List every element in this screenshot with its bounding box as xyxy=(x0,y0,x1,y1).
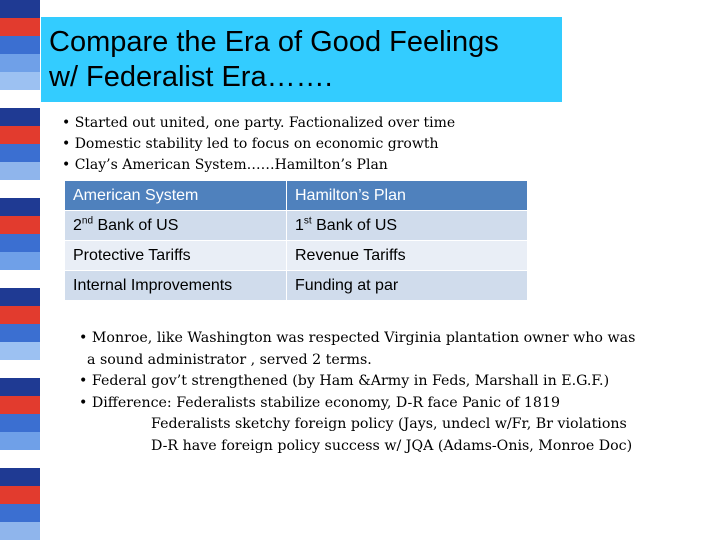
column-header-american-system: American System xyxy=(65,181,287,211)
table-cell: Protective Tariffs xyxy=(65,241,287,271)
stripe-segment xyxy=(0,36,40,54)
stripe-segment xyxy=(0,378,40,396)
top-bullet-list xyxy=(62,113,522,176)
bullet-item: • Difference: Federalists stabilize economy, D-R face Panic of 1819 xyxy=(79,394,561,411)
stripe-segment xyxy=(0,324,40,342)
column-header-hamiltons-plan: Hamilton’s Plan xyxy=(287,181,528,211)
stripe-segment xyxy=(0,234,40,252)
table-cell: Revenue Tariffs xyxy=(287,241,528,271)
stripe-segment xyxy=(0,126,40,144)
stripe-segment xyxy=(0,216,40,234)
stripe-segment xyxy=(0,288,40,306)
stripe-segment xyxy=(0,108,40,126)
slide-title-line-2: w/ Federalist Era……. xyxy=(49,61,333,93)
stripe-segment xyxy=(0,252,40,270)
stripe-segment xyxy=(0,90,40,108)
stripe-segment xyxy=(0,18,40,36)
bullet-continuation: Federalists sketchy foreign policy (Jays, undecl w/Fr, Br violations xyxy=(151,416,627,432)
decorative-stripe-bar xyxy=(0,0,40,540)
stripe-segment xyxy=(0,54,40,72)
bullet-continuation: D-R have foreign policy success w/ JQA (Adams-Onis, Monroe Doc) xyxy=(151,437,633,454)
table-cell: 1st Bank of US xyxy=(287,211,528,241)
stripe-segment xyxy=(0,486,40,504)
stripe-segment xyxy=(0,360,40,378)
table-row xyxy=(65,271,528,301)
table-header-row xyxy=(65,181,528,211)
stripe-segment xyxy=(0,180,40,198)
stripe-segment xyxy=(0,162,40,180)
stripe-segment xyxy=(0,414,40,432)
table-cell: Funding at par xyxy=(287,271,528,301)
bullet-item: • Domestic stability led to focus on economic growth xyxy=(62,136,439,152)
slide-title-box xyxy=(41,17,562,102)
stripe-segment xyxy=(0,198,40,216)
stripe-segment xyxy=(0,432,40,450)
stripe-segment xyxy=(0,450,40,468)
stripe-segment xyxy=(0,306,40,324)
bullet-item: • Federal gov’t strengthened (by Ham &Army in Feds, Marshall in E.G.F.) xyxy=(79,373,610,389)
table-cell: 2nd Bank of US xyxy=(65,211,287,241)
stripe-segment xyxy=(0,504,40,522)
stripe-segment xyxy=(0,396,40,414)
comparison-table xyxy=(64,180,528,301)
table-row xyxy=(65,211,528,241)
slide-title-line-1: Compare the Era of Good Feelings xyxy=(49,26,499,58)
stripe-segment xyxy=(0,522,40,540)
stripe-segment xyxy=(0,468,40,486)
bullet-item: • Clay’s American System……Hamilton’s Plan xyxy=(62,157,388,173)
table-cell: Internal Improvements xyxy=(65,271,287,301)
bullet-item: • Started out united, one party. Factionalized over time xyxy=(62,115,456,131)
bottom-bullet-list xyxy=(79,328,699,457)
stripe-segment xyxy=(0,342,40,360)
stripe-segment xyxy=(0,144,40,162)
stripe-segment xyxy=(0,0,40,18)
stripe-segment xyxy=(0,72,40,90)
bullet-item: • Monroe, like Washington was respected Virginia plantation owner who was xyxy=(79,330,636,346)
table-row xyxy=(65,241,528,271)
stripe-segment xyxy=(0,270,40,288)
bullet-continuation: a sound administrator , served 2 terms. xyxy=(87,351,372,368)
